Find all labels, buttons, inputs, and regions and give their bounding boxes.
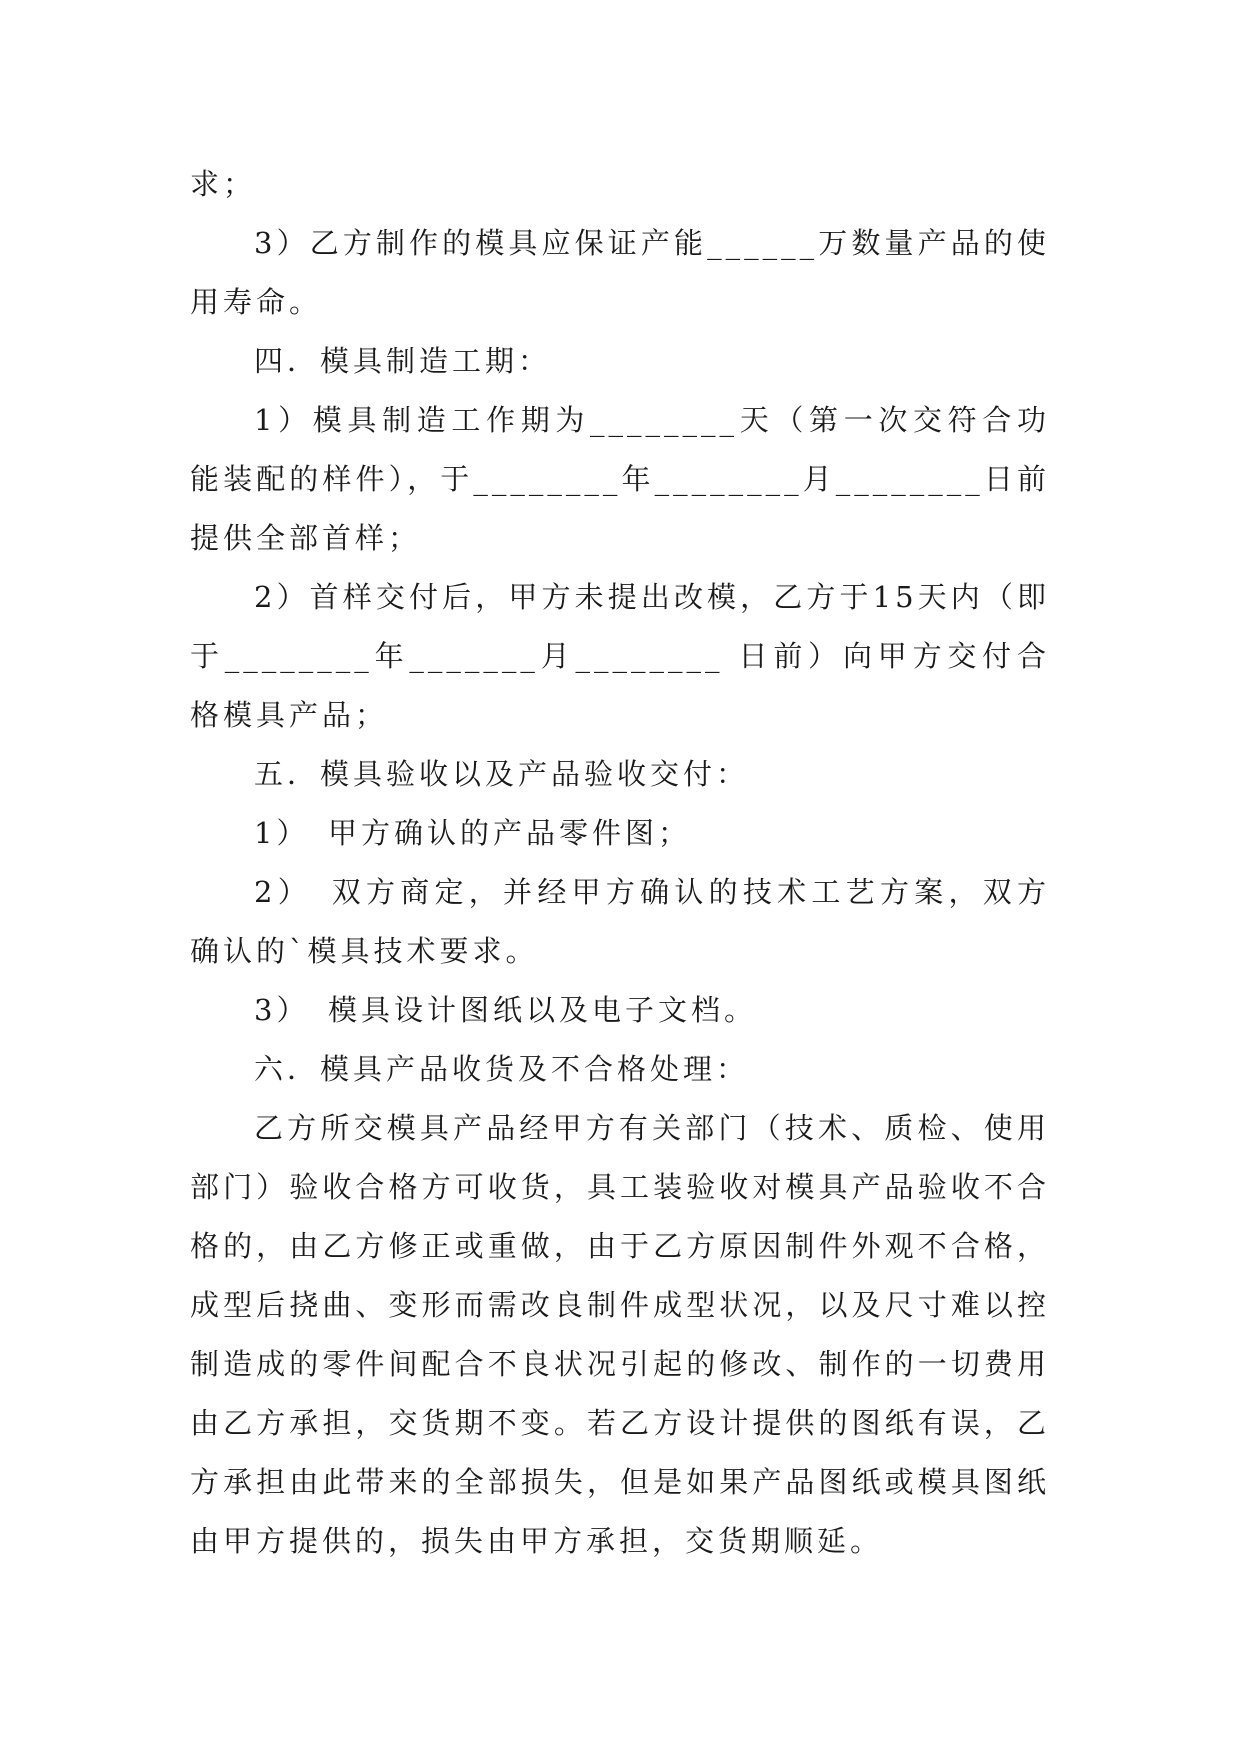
paragraph-acceptance-item-2: 2） 双方商定，并经甲方确认的技术工艺方案，双方确认的`模具技术要求。 xyxy=(190,875,1050,968)
paragraph-nonconformity-body: 乙方所交模具产品经甲方有关部门（技术、质检、使用部门）验收合格方可收货，具工装验收对模具产品验收不合格的，由乙方修正或重做，由于乙方原因制件外观不合格，成型后挠曲、变形而需改良制件成型状况，以及尺寸难以控制造成的零件间配合不良状况引起的修改、制作的一切费用由乙方承担，交货期不变。若乙方设计提供的图纸有误，乙方承担由此带来的全部损失，但是如果产品图纸或模具图纸由甲方提供的，损失由甲方承担，交货期顺延。 xyxy=(190,1111,1050,1558)
paragraph-mold-lifetime: 3）乙方制作的模具应保证产能______万数量产品的使用寿命。 xyxy=(190,226,1050,319)
section-heading-acceptance: 五．模具验收以及产品验收交付： xyxy=(254,757,750,791)
paragraph-continuation: 求； xyxy=(190,167,257,201)
paragraph-acceptance-item-3: 3） 模具设计图纸以及电子文档。 xyxy=(254,993,757,1027)
section-heading-schedule: 四．模具制造工期： xyxy=(254,344,552,378)
section-heading-nonconformity: 六．模具产品收货及不合格处理： xyxy=(254,1052,750,1086)
paragraph-acceptance-item-1: 1） 甲方确认的产品零件图； xyxy=(254,816,691,850)
document-page xyxy=(190,155,1050,1571)
paragraph-schedule-item-2: 2）首样交付后，甲方未提出改模，乙方于15天内（即于________年_______月________ 日前）向甲方交付合格模具产品； xyxy=(190,580,1050,732)
paragraph-schedule-item-1: 1）模具制造工作期为________天（第一次交符合功能装配的样件），于________年________月________日前提供全部首样； xyxy=(190,403,1050,555)
